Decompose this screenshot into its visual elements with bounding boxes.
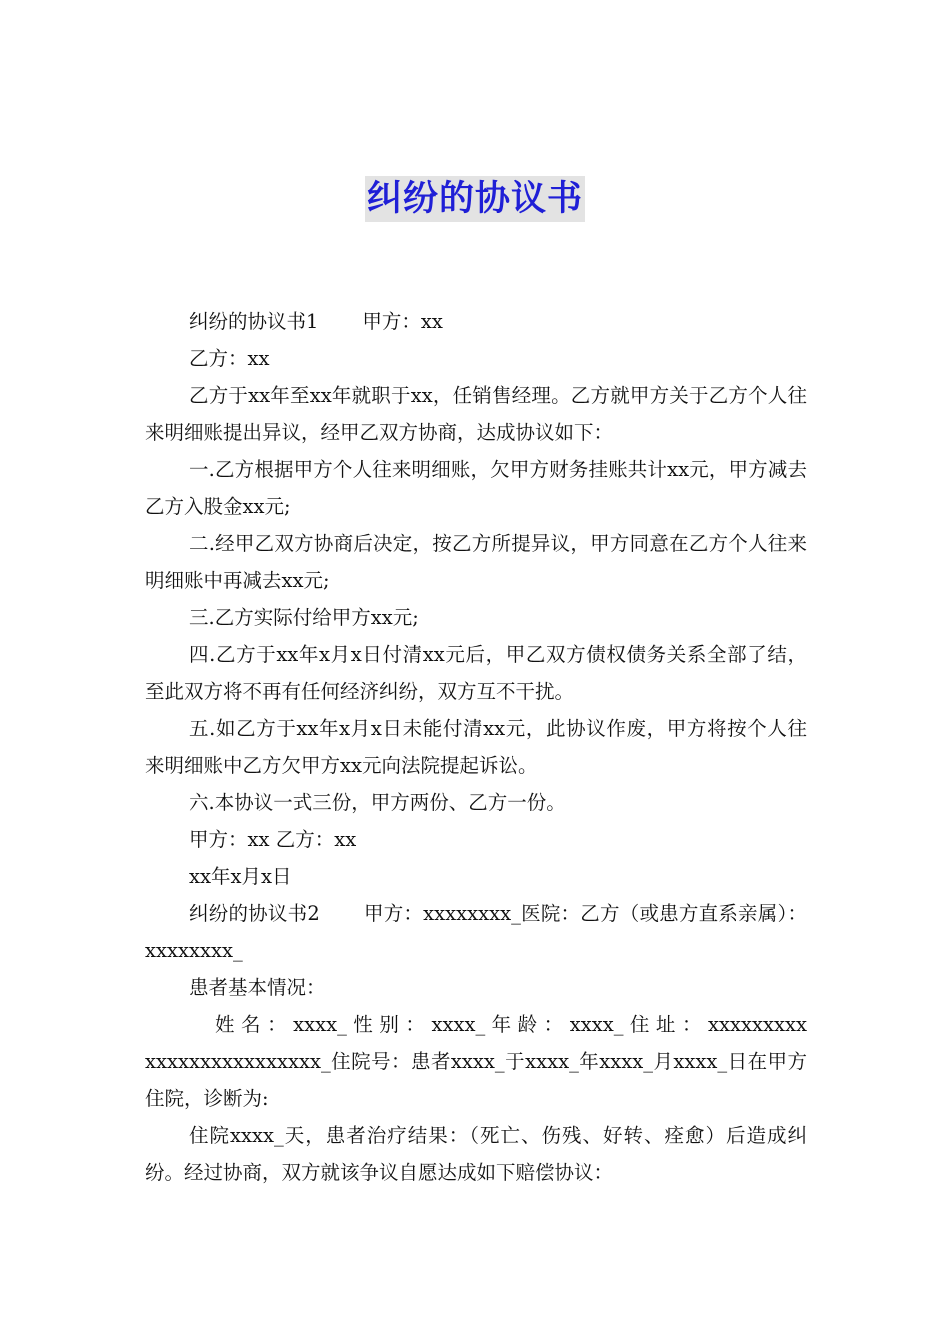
document-title: 纠纷的协议书	[365, 176, 585, 222]
paragraph: 住院xxxx_天，患者治疗结果：（死亡、伤残、好转、痊愈）后造成纠纷。经过协商，双方就该争议自愿达成如下赔偿协议：	[145, 1124, 807, 1184]
section-heading-1: 纠纷的协议书1	[189, 310, 319, 333]
section-heading-2: 纠纷的协议书2	[189, 902, 320, 925]
paragraph: 乙方：xx	[189, 347, 270, 370]
signature-line: 甲方：xx 乙方：xx	[189, 828, 357, 851]
paragraph: 一.乙方根据甲方个人往来明细账，欠甲方财务挂账共计xx元，甲方减去乙方入股金xx元;	[145, 458, 807, 518]
party-a: 甲方：xx	[362, 310, 443, 333]
paragraph	[145, 895, 807, 969]
parties: 甲方：xxxxxxxx_医院：乙方（或患方直系亲属）：xxxxxxxx_	[145, 902, 807, 962]
paragraph: 患者基本情况：	[189, 976, 326, 999]
paragraph: 三.乙方实际付给甲方xx元;	[189, 606, 419, 629]
paragraph: 二.经甲乙双方协商后决定，按乙方所提异议，甲方同意在乙方个人往来明细账中再减去xx元;	[145, 532, 807, 592]
title-container	[0, 176, 950, 222]
paragraph: 六.本协议一式三份，甲方两份、乙方一份。	[189, 791, 566, 814]
paragraph: 五.如乙方于xx年x月x日未能付清xx元，此协议作废，甲方将按个人往来明细账中乙方欠甲方xx元向法院提起诉讼。	[145, 717, 807, 777]
date-line: xx年x月x日	[189, 865, 292, 888]
paragraph: 乙方于xx年至xx年就职于xx，任销售经理。乙方就甲方关于乙方个人往来明细账提出异议，经甲乙双方协商，达成协议如下：	[145, 384, 807, 444]
paragraph	[145, 303, 807, 340]
patient-info: 姓 名 ： xxxx_ 性 别 ： xxxx_ 年 龄 ： xxxx_ 住 址 ： xxxxxxxxxxxxxxxxxxxxxxxxx_住院号：患者xxxx_于xxxx_年xxxx_月xxxx_日在甲方住院，诊断为:	[145, 1013, 807, 1110]
paragraph: 四.乙方于xx年x月x日付清xx元后，甲乙双方债权债务关系全部了结，至此双方将不再有任何经济纠纷，双方互不干扰。	[145, 643, 807, 703]
document-body	[145, 303, 807, 1191]
